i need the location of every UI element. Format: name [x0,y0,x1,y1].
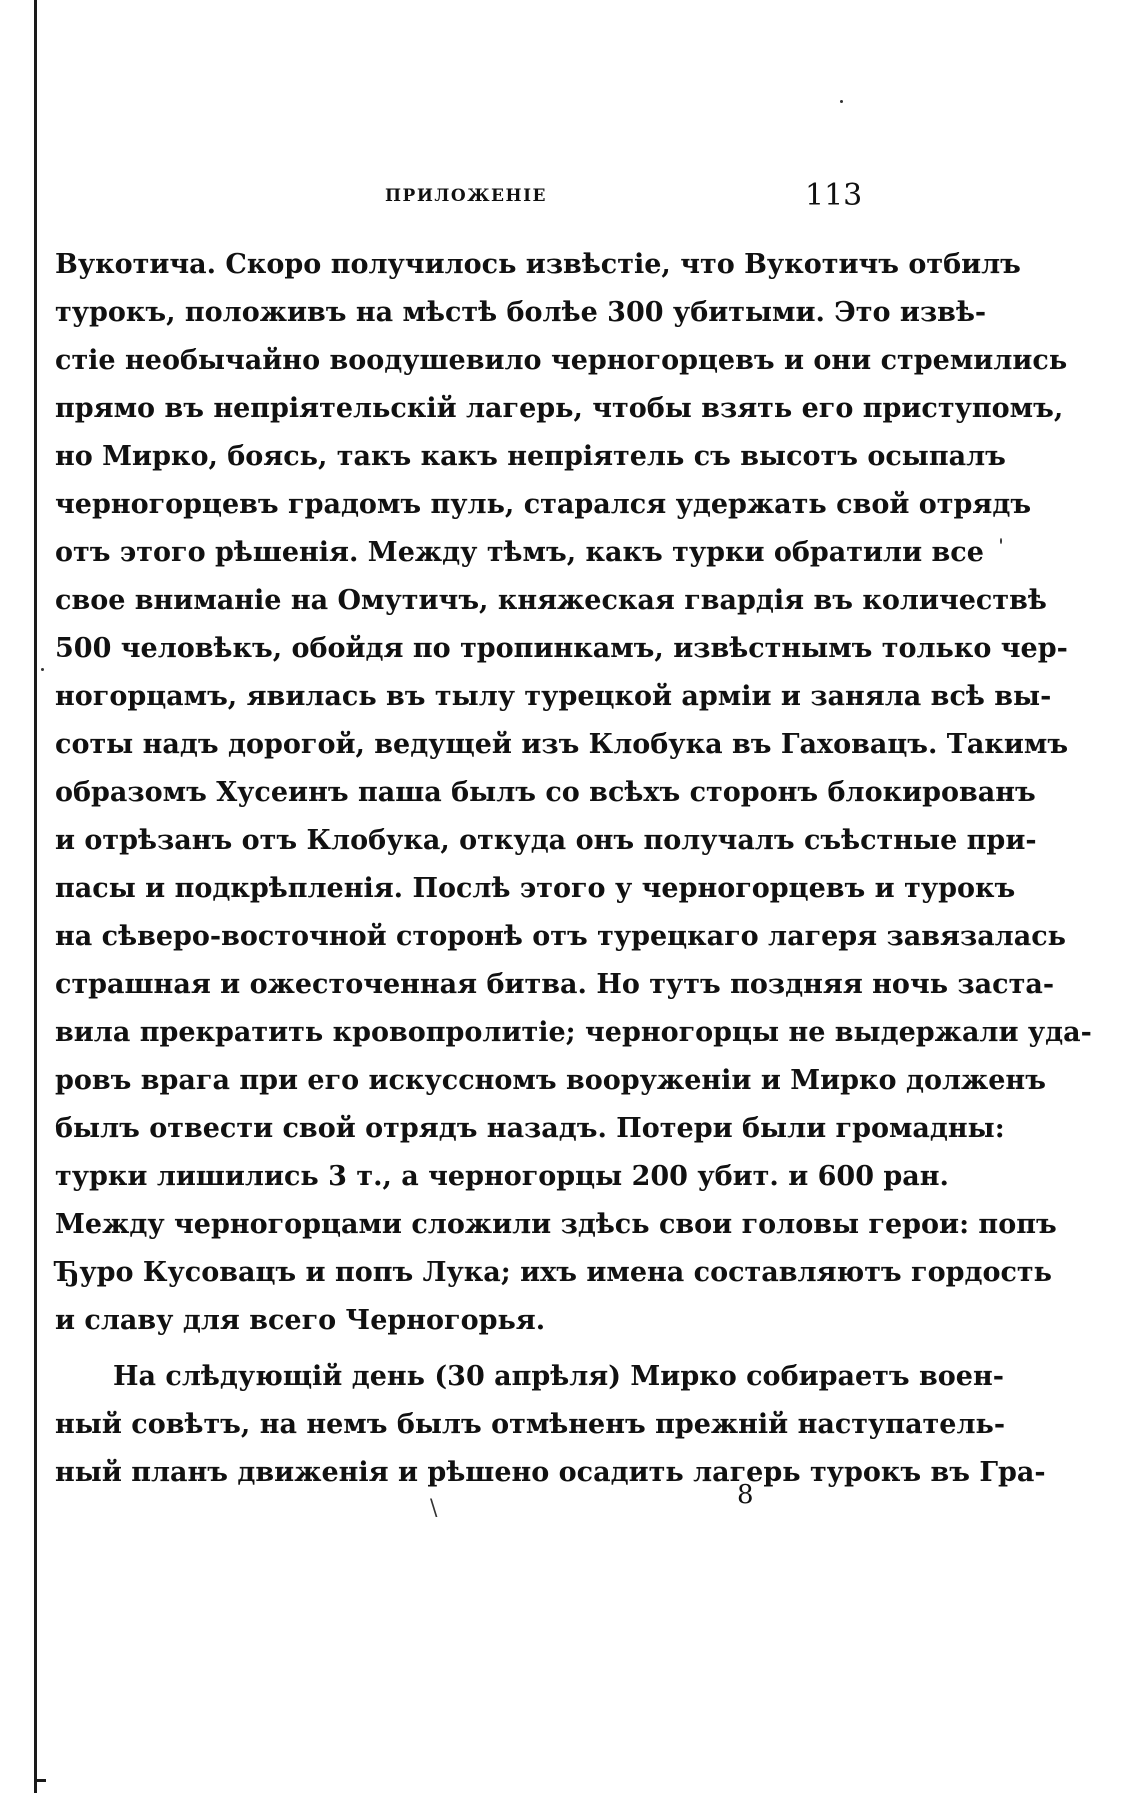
text-line: ный планъ движенія и рѣшено осадить лагерь турокъ въ Гра- [55,1457,1046,1488]
text-line: черногорцевъ градомъ пуль, старался удержать свой отрядъ [55,489,1032,520]
text-line: прямо въ непріятельскій лагерь, чтобы взять его приступомъ, [55,393,1064,424]
ink-speck [1000,538,1002,544]
binding-edge-foot [34,1779,46,1782]
stray-ink-mark: \ [430,1496,438,1521]
ink-speck [840,100,843,103]
text-line: отъ этого рѣшенія. Между тѣмъ, какъ турки обратили все [55,537,984,568]
text-line: ный совѣтъ, на немъ былъ отмѣненъ прежній наступатель- [55,1409,1006,1440]
text-line: стіе необычайно воодушевило черногорцевъ и они стремились [55,345,1068,376]
text-line: Ђуро Кусовацъ и попъ Лука; ихъ имена составляютъ гордость [55,1257,1052,1288]
text-line: на сѣверо-восточной сторонѣ отъ турецкаго лагеря завязалась [55,921,1066,952]
text-line: вила прекратить кровопролитіе; черногорцы не выдержали уда- [55,1017,1092,1048]
text-line: пасы и подкрѣпленія. Послѣ этого у черногорцевъ и турокъ [55,873,1016,904]
ink-speck [41,668,44,671]
running-head: ПРИЛОЖЕНІЕ [385,186,547,206]
text-line: и славу для всего Черногорья. [55,1305,546,1336]
binding-edge-line [34,0,37,1793]
text-line: но Мирко, боясь, такъ какъ непріятель съ высотъ осыпалъ [55,441,1006,472]
text-line: ровъ врага при его искуссномъ вооруженіи и Мирко долженъ [55,1065,1046,1096]
text-line: Между черногорцами сложили здѣсь свои головы герои: попъ [55,1209,1057,1240]
text-line: страшная и ожесточенная битва. Но тутъ поздняя ночь заста- [55,969,1055,1000]
text-line: образомъ Хусеинъ паша былъ со всѣхъ сторонъ блокированъ [55,777,1036,808]
text-line: свое вниманіе на Омутичъ, княжеская гвардія въ количествѣ [55,585,1047,616]
text-line: турокъ, положивъ на мѣстѣ болѣе 300 убитыми. Это извѣ- [55,297,987,328]
text-line: турки лишились 3 т., а черногорцы 200 убит. и 600 ран. [55,1161,949,1192]
paragraph-start-line: На слѣдующій день (30 апрѣля) Мирко собираетъ воен- [113,1361,1004,1392]
text-line: 500 человѣкъ, обойдя по тропинкамъ, извѣстнымъ только чер- [55,633,1068,664]
text-line: соты надъ дорогой, ведущей изъ Клобука въ Гаховацъ. Такимъ [55,729,1069,760]
signature-mark: 8 [737,1480,754,1510]
page-number: 113 [805,178,863,213]
text-line: ногорцамъ, явилась въ тылу турецкой арміи и заняла всѣ вы- [55,681,1052,712]
page-header [0,178,1140,218]
text-line: и отрѣзанъ отъ Клобука, откуда онъ получалъ съѣстные при- [55,825,1037,856]
text-line: былъ отвести свой отрядъ назадъ. Потери были громадны: [55,1113,1005,1144]
text-line: Вукотича. Скоро получилось извѣстіе, что Вукотичъ отбилъ [55,249,1021,280]
